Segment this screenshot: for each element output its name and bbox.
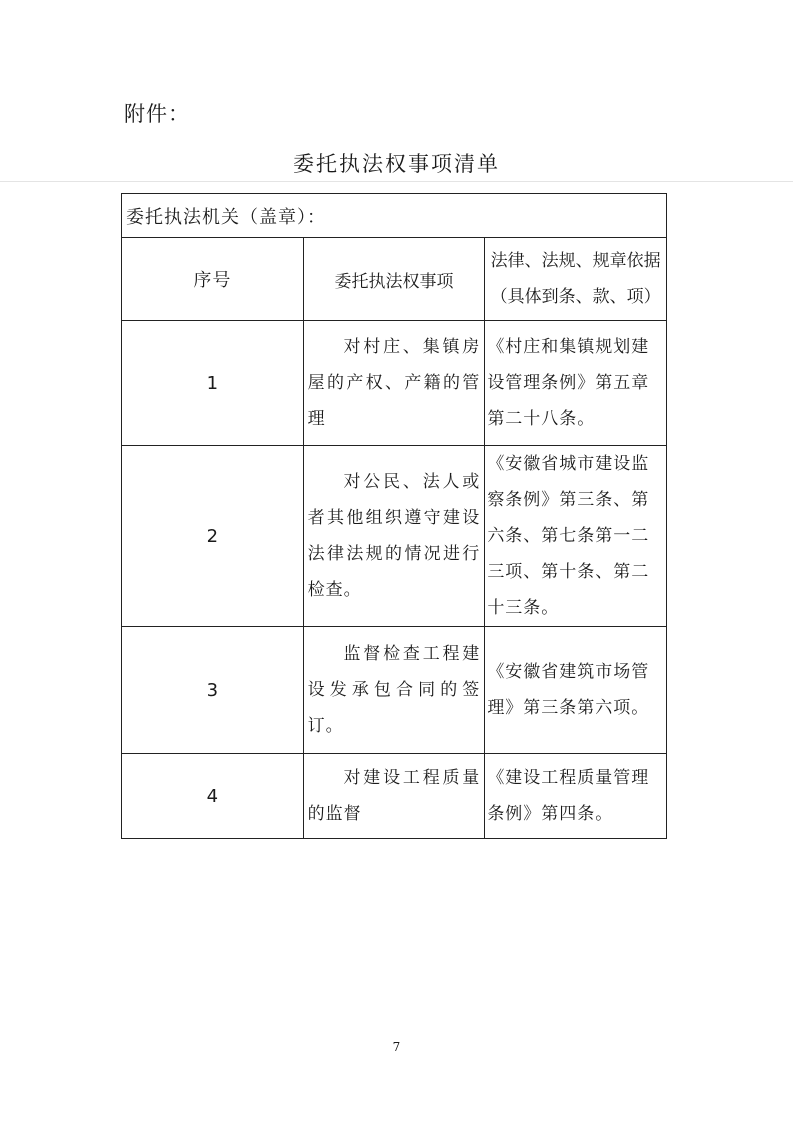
row-seq: 3 — [122, 627, 304, 754]
header-item: 委托执法权事项 — [303, 238, 485, 321]
table-row — [122, 321, 667, 446]
row-item-text: 监督检查工程建设发承包合同的签订。 — [307, 644, 481, 736]
table-row — [122, 627, 667, 754]
row-item-text: 对村庄、集镇房屋的产权、产籍的管理 — [307, 337, 481, 429]
header-row — [122, 238, 667, 321]
row-item-text: 对公民、法人或者其他组织遵守建设法律法规的情况进行检查。 — [307, 472, 481, 600]
table-row — [122, 754, 667, 839]
scan-artifact-line — [0, 181, 793, 182]
row-seq: 1 — [122, 321, 304, 446]
row-item-text: 对建设工程质量的监督 — [307, 768, 481, 824]
header-basis-line1: 法律、法规、规章依据 — [490, 251, 661, 271]
agency-row — [122, 194, 667, 238]
attachment-label: 附件： — [124, 102, 190, 126]
page-number: 7 — [392, 1040, 401, 1054]
row-item — [303, 446, 485, 627]
row-item — [303, 754, 485, 839]
row-seq: 4 — [122, 754, 304, 839]
row-item — [303, 321, 485, 446]
row-item — [303, 627, 485, 754]
header-basis-line2: （具体到条、款、项） — [490, 287, 661, 307]
delegation-table — [121, 193, 667, 839]
row-seq: 2 — [122, 446, 304, 627]
table-row — [122, 446, 667, 627]
row-basis: 《安徽省城市建设监察条例》第三条、第六条、第七条第一二三项、第十条、第二十三条。 — [485, 446, 667, 627]
row-basis: 《建设工程质量管理条例》第四条。 — [485, 754, 667, 839]
agency-label: 委托执法机关（盖章）： — [122, 194, 667, 238]
document-title: 委托执法权事项清单 — [293, 152, 500, 176]
header-basis — [485, 238, 667, 321]
row-basis: 《安徽省建筑市场管理》第三条第六项。 — [485, 627, 667, 754]
row-basis: 《村庄和集镇规划建设管理条例》第五章第二十八条。 — [485, 321, 667, 446]
header-seq: 序号 — [122, 238, 304, 321]
